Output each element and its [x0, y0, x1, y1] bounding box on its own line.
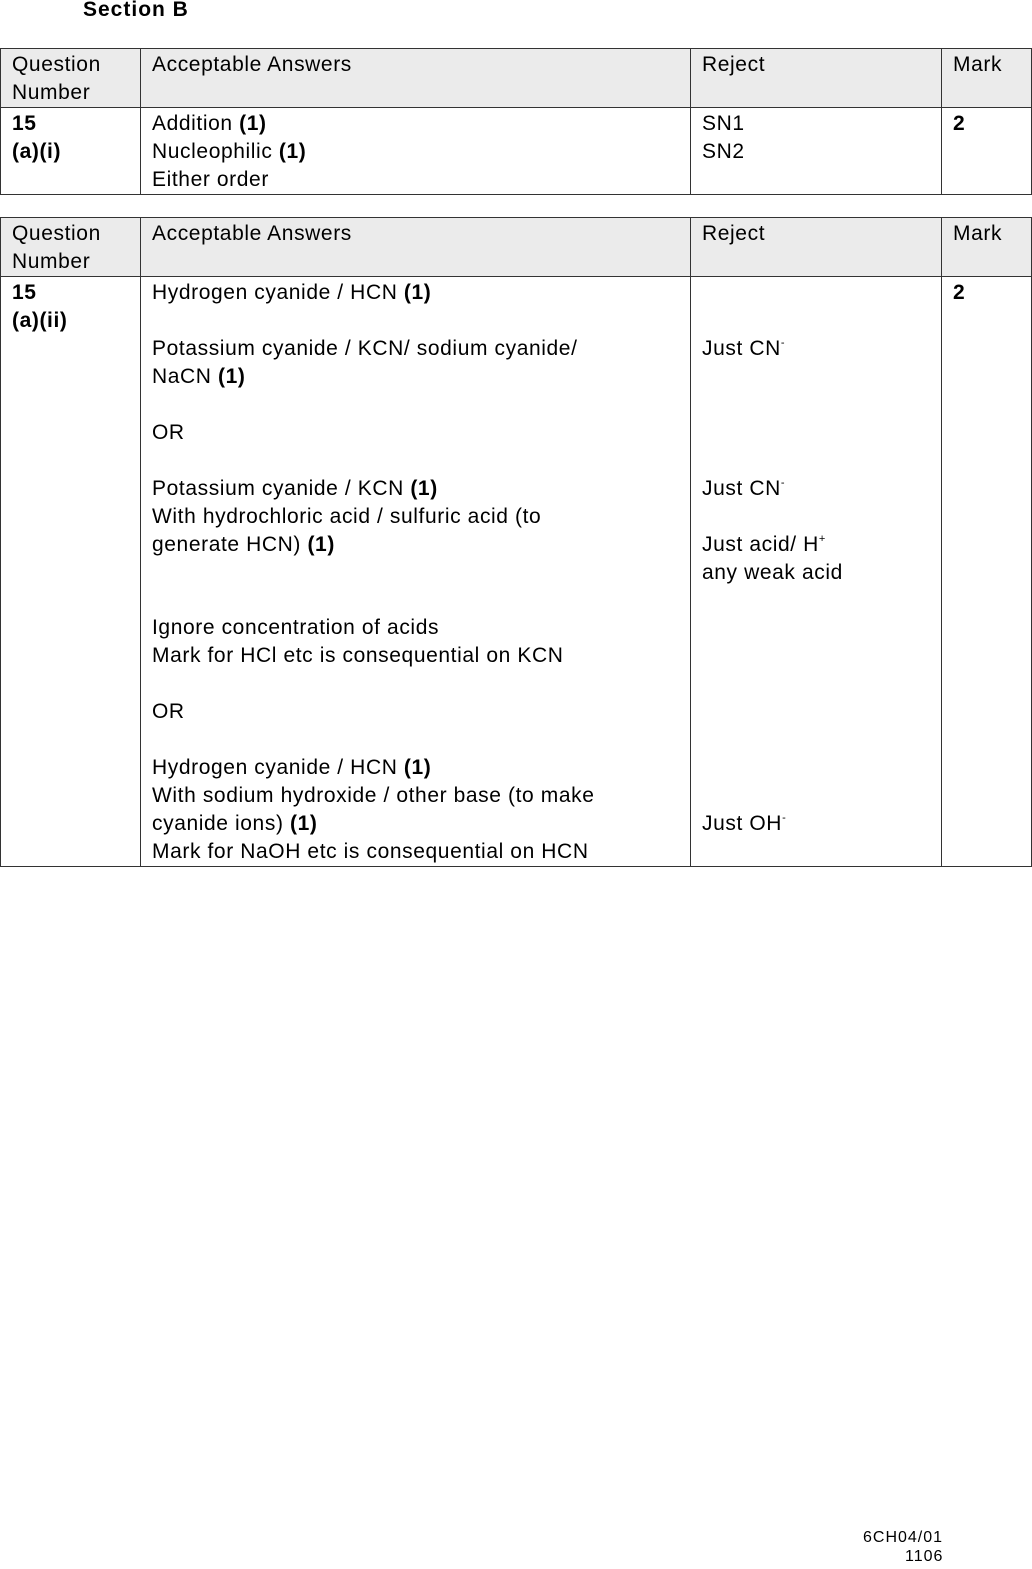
- answer-text: Potassium cyanide / KCN/ sodium cyanide/: [152, 337, 578, 360]
- header-reject: Reject: [691, 218, 942, 277]
- answer-mark: (1): [403, 756, 432, 779]
- reject-text: Just CN: [702, 477, 781, 500]
- header-question-number: Question Number: [1, 218, 141, 277]
- answer-text: cyanide ions): [152, 812, 284, 835]
- exam-series: 1106: [905, 1548, 944, 1565]
- page-footer: [863, 1528, 943, 1566]
- question-number: 15: [12, 281, 37, 304]
- header-acceptable-answers: Acceptable Answers: [141, 218, 691, 277]
- answer-mark: (1): [218, 365, 246, 388]
- reject-cell: [691, 277, 942, 867]
- mark-cell: [942, 108, 1032, 195]
- mark-scheme-table-15aii: [0, 217, 1032, 867]
- answer-mark: (1): [307, 533, 335, 556]
- superscript-charge: +: [818, 533, 826, 545]
- table-row: [1, 108, 1032, 195]
- mark-cell: [942, 277, 1032, 867]
- question-number-cell: [1, 108, 141, 195]
- mark-value: 2: [953, 112, 966, 135]
- answer-mark: (1): [239, 112, 267, 135]
- answer-text: Addition: [152, 112, 233, 135]
- answer-text: With sodium hydroxide / other base (to make: [152, 784, 595, 807]
- reject-text: SN1: [702, 112, 745, 135]
- answers-cell: [141, 277, 691, 867]
- mark-value: 2: [953, 281, 966, 304]
- answer-mark: (1): [410, 477, 438, 500]
- answer-text: NaCN: [152, 365, 219, 388]
- reject-text: Just OH: [702, 812, 783, 835]
- question-part: (a)(i): [12, 140, 62, 163]
- section-title: Section B: [83, 0, 189, 21]
- paper-code: 6CH04/01: [863, 1529, 944, 1546]
- reject-cell: [691, 108, 942, 195]
- header-row: [1, 49, 1032, 108]
- question-number-cell: [1, 277, 141, 867]
- answer-note: Ignore concentration of acids: [152, 616, 440, 639]
- or-separator: OR: [152, 421, 185, 444]
- header-reject: Reject: [691, 49, 942, 108]
- answer-text: generate HCN): [152, 533, 308, 556]
- header-row: [1, 218, 1032, 277]
- mark-scheme-table-15ai: [0, 48, 1032, 195]
- or-separator: OR: [152, 700, 185, 723]
- table-row: [1, 277, 1032, 867]
- answers-cell: [141, 108, 691, 195]
- reject-text: Just acid/ H: [702, 533, 819, 556]
- superscript-charge: -: [782, 812, 787, 824]
- answer-text: Nucleophilic: [152, 140, 273, 163]
- header-question-number: Question Number: [1, 49, 141, 108]
- reject-text: Just CN: [702, 337, 781, 360]
- reject-text: SN2: [702, 140, 745, 163]
- answer-mark: (1): [403, 281, 432, 304]
- reject-text: any weak acid: [702, 561, 843, 584]
- question-part: (a)(ii): [12, 309, 68, 332]
- answer-text: Hydrogen cyanide / HCN: [152, 281, 398, 304]
- answer-text: Potassium cyanide / KCN: [152, 477, 404, 500]
- header-mark: Mark: [942, 49, 1032, 108]
- answer-text: Hydrogen cyanide / HCN: [152, 756, 398, 779]
- answer-note: Mark for HCl etc is consequential on KCN: [152, 644, 564, 667]
- header-mark: Mark: [942, 218, 1032, 277]
- answer-mark: (1): [289, 812, 318, 835]
- question-number: 15: [12, 112, 37, 135]
- answer-note: Mark for NaOH etc is consequential on HCN: [152, 840, 589, 863]
- answer-text: With hydrochloric acid / sulfuric acid (to: [152, 505, 542, 528]
- answer-mark: (1): [278, 140, 307, 163]
- superscript-charge: -: [780, 337, 786, 349]
- answer-note: Either order: [152, 168, 269, 191]
- superscript-charge: -: [780, 477, 786, 489]
- header-acceptable-answers: Acceptable Answers: [141, 49, 691, 108]
